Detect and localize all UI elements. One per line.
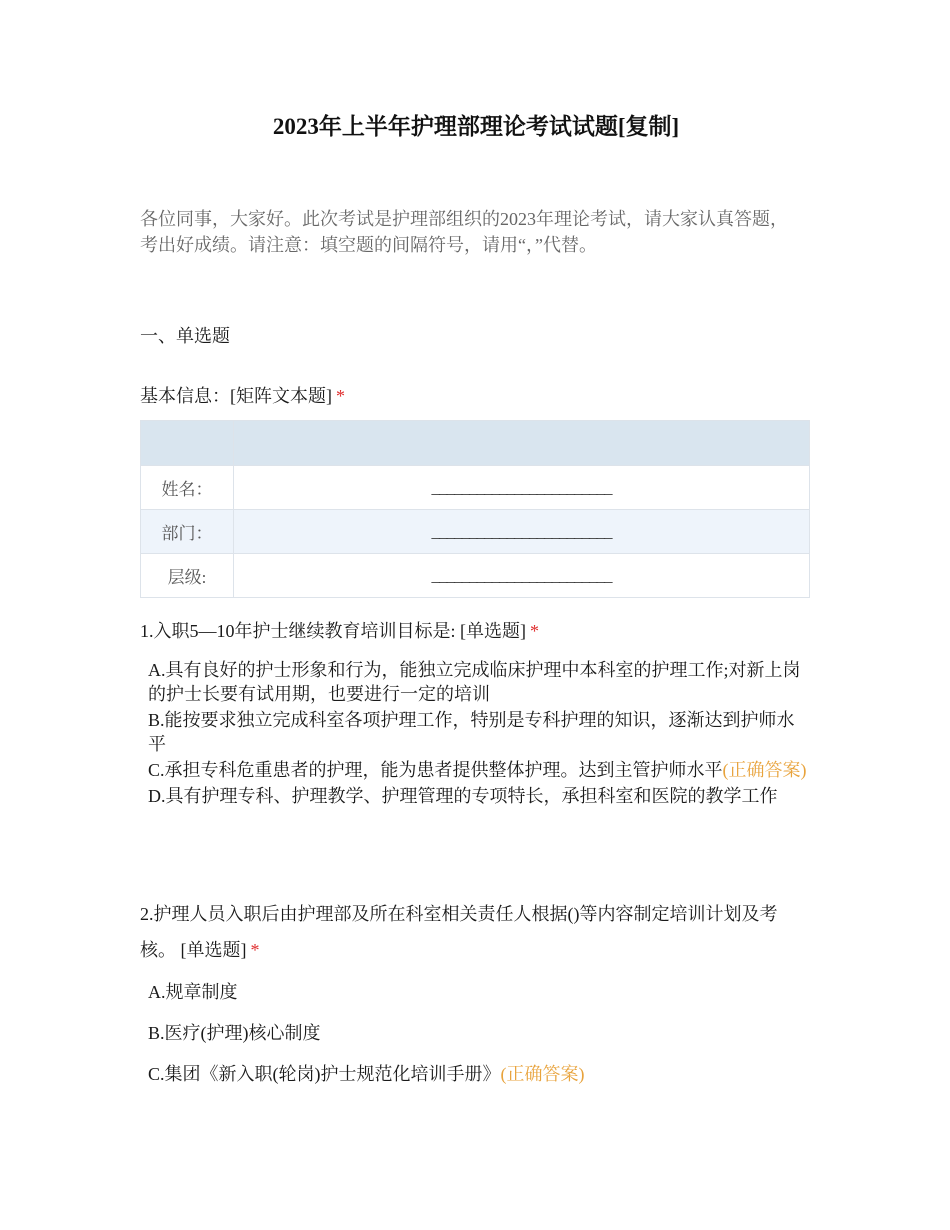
matrix-header-cell [234,421,810,466]
name-input-blank[interactable]: ________________________ [234,466,810,510]
option-2b[interactable]: B.医疗(护理)核心制度 [148,1023,321,1043]
basic-info-label [140,383,345,409]
exam-intro: 各位同事，大家好。此次考试是护理部组织的2023年理论考试，请大家认真答题，考出好成绩。请注意：填空题的间隔符号，请用“，”代替。 [140,209,788,255]
exam-title: 2023年上半年护理部理论考试试题[复制] [272,114,680,139]
department-input-blank[interactable]: ________________________ [234,510,810,554]
matrix-row-level [141,554,810,598]
option-2c[interactable]: C.集团《新入职(轮岗)护士规范化培训手册》(正确答案) [148,1064,585,1084]
matrix-header-cell [141,421,234,466]
option-1c[interactable]: C.承担专科危重患者的护理，能为患者提供整体护理。达到主管护师水平(正确答案) [148,760,807,780]
matrix-row-label: 层级: [141,554,234,598]
question-2-label [140,896,810,968]
required-mark: * [336,386,345,406]
option-1b[interactable]: B.能按要求独立完成科室各项护理工作，特别是专科护理的知识，逐渐达到护师水平 [148,710,795,754]
required-mark: * [250,940,260,960]
basic-info-text: 基本信息：[矩阵文本题] [140,386,332,406]
section-title: 一、单选题 [140,326,230,346]
matrix-row-label: 姓名： [141,466,234,510]
option-1a[interactable]: A.具有良好的护士形象和行为，能独立完成临床护理中本科室的护理工作;对新上岗的护士长要有试用期，也要进行一定的培训 [148,660,801,704]
question-1-text: 1.入职5—10年护士继续教育培训目标是: [单选题] [140,621,526,641]
question-1-options [148,658,808,810]
option-1d[interactable]: D.具有护理专科、护理教学、护理管理的专项特长，承担科室和医院的教学工作 [148,786,778,806]
matrix-header-row [141,421,810,466]
question-2-text: 2.护理人员入职后由护理部及所在科室相关责任人根据()等内容制定培训计划及考核。 [单选题] [140,904,778,960]
question-1-label [140,618,539,644]
question-2-options [148,980,808,1103]
option-2a[interactable]: A.规章制度 [148,982,238,1002]
level-input-blank[interactable]: ________________________ [234,554,810,598]
correct-answer-tag: (正确答案) [722,760,807,780]
matrix-row-name [141,466,810,510]
matrix-row-department [141,510,810,554]
matrix-row-label: 部门： [141,510,234,554]
basic-info-matrix [140,420,810,598]
correct-answer-tag: (正确答案) [500,1064,585,1084]
required-mark: * [530,621,539,641]
